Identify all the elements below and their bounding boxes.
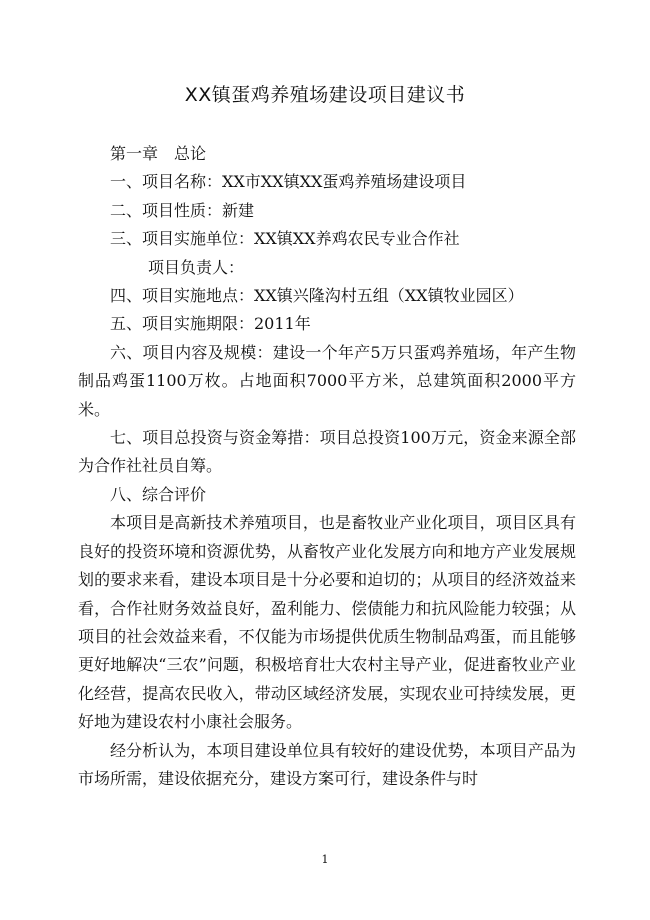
item-project-nature: 二、项目性质：新建 xyxy=(110,200,255,220)
item-project-location: 四、项目实施地点：XX镇兴隆沟村五组（XX镇牧业园区） xyxy=(110,286,524,306)
item-evaluation-heading: 八、综合评价 xyxy=(110,484,207,504)
item-investment: 七、项目总投资与资金筹措：项目总投资100万元，资金来源全部为合作社社员自筹。 xyxy=(78,428,576,476)
item-project-name: 一、项目名称：XX市XX镇XX蛋鸡养殖场建设项目 xyxy=(110,172,467,192)
item-project-leader: 项目负责人： xyxy=(148,257,245,277)
document-title: XX镇蛋鸡养殖场建设项目建议书 xyxy=(184,84,466,106)
document-body xyxy=(78,140,576,793)
analysis-paragraph: 经分析认为，本项目建设单位具有较好的建设优势，本项目产品为市场所需，建设依据充分，建设方案可行，建设条件与时 xyxy=(78,740,576,788)
page-number: 1 xyxy=(321,853,329,866)
item-project-scale: 六、项目内容及规模：建设一个年产5万只蛋鸡养殖场，年产生物制品鸡蛋1100万枚。占地面积7000平方米，总建筑面积2000平方米。 xyxy=(78,342,576,419)
chapter-heading: 第一章 总论 xyxy=(110,144,207,163)
item-implementing-unit: 三、项目实施单位：XX镇XX养鸡农民专业合作社 xyxy=(110,229,460,249)
item-project-period: 五、项目实施期限：2011年 xyxy=(110,314,311,334)
evaluation-paragraph: 本项目是高新技术养殖项目，也是畜牧业产业化项目，项目区具有良好的投资环境和资源优势，从畜牧产业化发展方向和地方产业发展规划的要求来看，建设本项目是十分必要和迫切的；从项目的经济效益来看，合作社财务效益良好，盈利能力、偿债能力和抗风险能力较强；从项目的社会效益来看，不仅能为市场提供优质生物制品鸡蛋，而且能够更好地解决“三农”问题，积极培育壮大农村主导产业，促进畜牧业产业化经营，提高农民收入，带动区域经济发展，实现农业可持续发展，更好地为建设农村小康社会服务。 xyxy=(78,513,576,732)
